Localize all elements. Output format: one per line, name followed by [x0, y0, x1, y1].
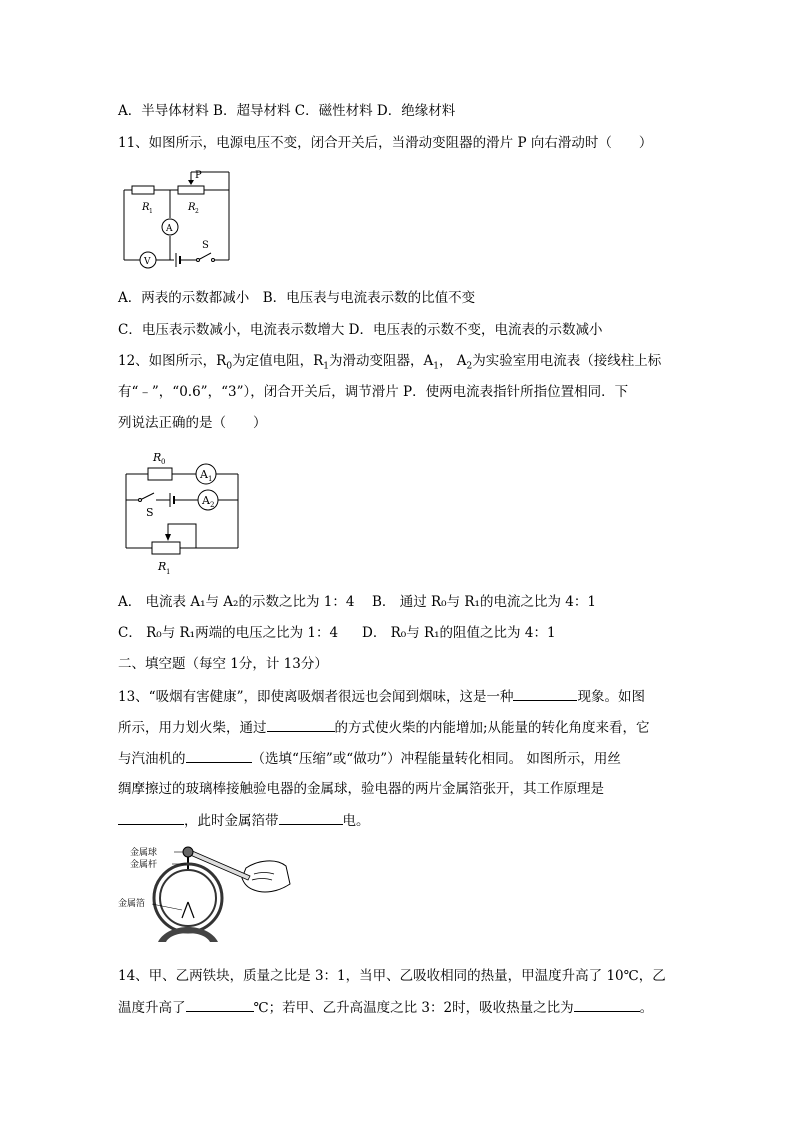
q11-r1-sub: 1: [149, 208, 153, 215]
q11-options-cd: C．电压表示数减小，电流表示数增大 D．电压表的示数不变，电流表的示数减小: [118, 322, 603, 338]
q12-circuit-diagram: [118, 444, 248, 579]
q11-switch-label: S: [202, 240, 209, 251]
q12-a2-sub: 2: [210, 501, 215, 509]
q13-line4: 绸摩擦过的玻璃棒接触验电器的金属球，验电器的两片金属箔张开，其工作原理是: [118, 781, 604, 797]
q13-line5: ，此时金属箔带 电。: [118, 810, 370, 831]
answer-blank: [513, 686, 577, 701]
q14-line1: 14、甲、乙两铁块，质量之比是 3：1，当甲、乙吸收相同的热量，甲温度升高了 10℃，乙: [118, 968, 666, 984]
q11-slider-label: P: [195, 170, 202, 181]
q11-r2-sub: 2: [195, 208, 199, 215]
q13-line3: 与汽油机的 （选填“压缩”或“做功”）冲程能量转化相同。 如图所示，用丝: [118, 748, 621, 769]
answer-blank: [186, 997, 254, 1012]
q10-options: A．半导体材料 B．超导材料 C．磁性材料 D．绝缘材料: [118, 103, 456, 119]
q12-r0-label: R: [153, 451, 162, 464]
q12-a1-label: A: [200, 468, 208, 481]
q11-voltmeter-label: V: [144, 257, 151, 267]
q13-line1: 13、“吸烟有害健康”，即使离吸烟者很远也会闻到烟味，这是一种 现象。如图: [118, 686, 645, 707]
answer-blank: [574, 997, 640, 1012]
answer-blank: [118, 810, 184, 825]
electroscope-figure: [118, 838, 298, 946]
q12-stem-line1: 12、如图所示，$R_0$为定值电阻，$R_1$为滑动变阻器，$A_1$， $A_2$为实验室用电流表（接线柱上标: [118, 353, 662, 372]
q12-stem-line3: 列说法正确的是（ ）: [118, 415, 267, 431]
q11-r1-label: R: [142, 202, 150, 213]
q12-stem-line2: 有“﹣”，“0.6”，“3”），闭合开关后，调节滑片 P．使两电流表指针所指位置相同．下: [118, 384, 629, 400]
answer-blank: [267, 717, 335, 732]
answer-blank: [279, 810, 343, 825]
q12-option-a: A． 电流表 A₁与 A₂的示数之比为 1：4: [118, 594, 355, 610]
q12-r1-sub: 1: [166, 568, 171, 576]
q13-line2: 所示，用力划火柴，通过 的方式使火柴的内能增加;从能量的转化角度来看，它: [118, 717, 650, 738]
q12-a1-sub: 1: [208, 475, 213, 483]
q11-options-ab: A．两表的示数都减小 B．电压表与电流表示数的比值不变: [118, 290, 476, 306]
answer-blank: [186, 748, 252, 763]
q11-r2-label: R: [188, 202, 196, 213]
q12-option-b: B． 通过 R₀与 R₁的电流之比为 4：1: [372, 594, 596, 610]
q12-r0-sub: 0: [161, 458, 166, 466]
label-metal-foil: 金属箔: [118, 899, 146, 909]
q12-option-d: D． R₀与 R₁的阻值之比为 4：1: [362, 625, 556, 641]
label-metal-rod: 金属杆: [130, 860, 158, 870]
q14-line2: 温度升高了 ℃；若甲、乙升高温度之比 3：2时，吸收热量之比为 。: [118, 997, 653, 1018]
section-title: 二、填空题（每空 1分，计 13分）: [118, 656, 328, 672]
q11-stem: 11、如图所示，电源电压不变，闭合开关后，当滑动变阻器的滑片 P 向右滑动时（ ）: [118, 135, 653, 151]
q11-circuit-diagram: [118, 162, 238, 274]
label-metal-ball: 金属球: [130, 848, 158, 858]
q12-switch-label: S: [146, 506, 154, 519]
q12-r1-label: R: [158, 560, 167, 573]
q12-option-c: C． R₀与 R₁两端的电压之比为 1：4: [118, 625, 339, 641]
q11-ammeter-label: A: [166, 224, 173, 234]
q12-a2-label: A: [202, 494, 210, 507]
